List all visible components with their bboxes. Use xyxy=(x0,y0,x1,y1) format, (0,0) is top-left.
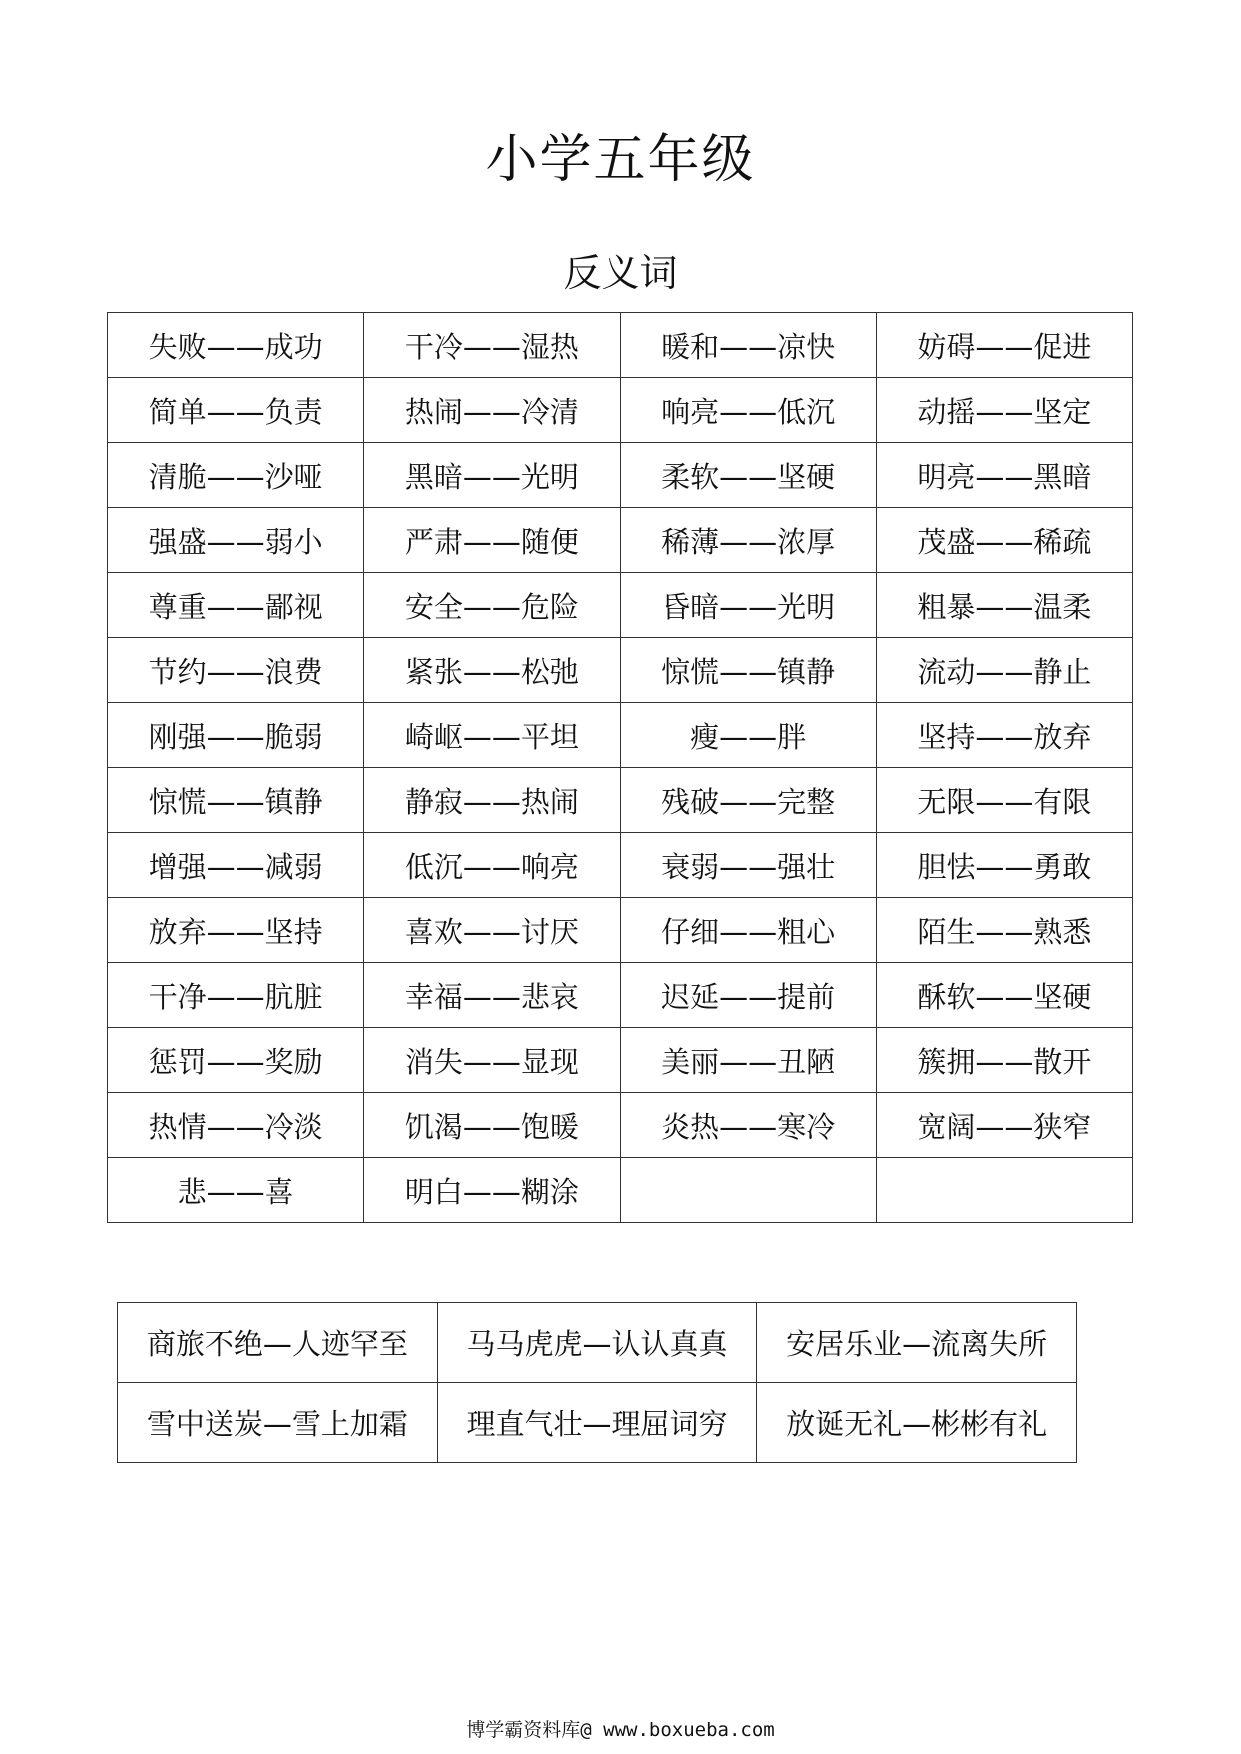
antonym-pair: 动摇——坚定 xyxy=(876,378,1132,443)
antonym-pair: 节约——浪费 xyxy=(108,638,364,703)
antonym-table xyxy=(107,312,1133,1223)
antonym-pair: 惩罚——奖励 xyxy=(108,1028,364,1093)
antonym-pair: 干冷——湿热 xyxy=(364,313,620,378)
antonym-row xyxy=(108,1093,1133,1158)
antonym-pair: 衰弱——强壮 xyxy=(620,833,876,898)
antonym-pair: 明白——糊涂 xyxy=(364,1158,620,1223)
antonym-pair: 惊慌——镇静 xyxy=(620,638,876,703)
antonym-pair: 炎热——寒冷 xyxy=(620,1093,876,1158)
antonym-pair: 悲——喜 xyxy=(108,1158,364,1223)
idiom-pair: 马马虎虎—认认真真 xyxy=(437,1303,757,1383)
idiom-pair: 商旅不绝—人迹罕至 xyxy=(118,1303,438,1383)
antonym-row xyxy=(108,703,1133,768)
antonym-pair: 妨碍——促进 xyxy=(876,313,1132,378)
antonym-pair: 简单——负责 xyxy=(108,378,364,443)
antonym-pair: 消失——显现 xyxy=(364,1028,620,1093)
antonym-pair: 失败——成功 xyxy=(108,313,364,378)
antonym-pair: 增强——减弱 xyxy=(108,833,364,898)
footer-watermark: 博学霸资料库@ www.boxueba.com xyxy=(466,1719,775,1741)
antonym-pair: 清脆——沙哑 xyxy=(108,443,364,508)
antonym-pair: 稀薄——浓厚 xyxy=(620,508,876,573)
idiom-table xyxy=(117,1302,1077,1463)
antonym-row xyxy=(108,898,1133,963)
antonym-pair: 严肃——随便 xyxy=(364,508,620,573)
antonym-pair: 仔细——粗心 xyxy=(620,898,876,963)
antonym-row xyxy=(108,1158,1133,1223)
antonym-pair: 粗暴——温柔 xyxy=(876,573,1132,638)
antonym-pair: 崎岖——平坦 xyxy=(364,703,620,768)
antonym-pair: 静寂——热闹 xyxy=(364,768,620,833)
antonym-pair: 无限——有限 xyxy=(876,768,1132,833)
antonym-pair: 热情——冷淡 xyxy=(108,1093,364,1158)
antonym-pair: 响亮——低沉 xyxy=(620,378,876,443)
antonym-pair: 尊重——鄙视 xyxy=(108,573,364,638)
antonym-pair: 安全——危险 xyxy=(364,573,620,638)
antonym-pair: 明亮——黑暗 xyxy=(876,443,1132,508)
antonym-row xyxy=(108,1028,1133,1093)
antonym-pair: 残破——完整 xyxy=(620,768,876,833)
idiom-pair: 理直气壮—理屈词穷 xyxy=(437,1383,757,1463)
antonym-row xyxy=(108,963,1133,1028)
antonym-pair: 黑暗——光明 xyxy=(364,443,620,508)
antonym-pair: 干净——肮脏 xyxy=(108,963,364,1028)
idiom-pair: 放诞无礼—彬彬有礼 xyxy=(757,1383,1077,1463)
antonym-pair xyxy=(620,1158,876,1223)
idiom-row xyxy=(118,1383,1077,1463)
antonym-pair: 强盛——弱小 xyxy=(108,508,364,573)
idiom-pair: 安居乐业—流离失所 xyxy=(757,1303,1077,1383)
antonym-pair: 坚持——放弃 xyxy=(876,703,1132,768)
section-title: 反义词 xyxy=(563,251,678,295)
antonym-row xyxy=(108,833,1133,898)
antonym-pair: 放弃——坚持 xyxy=(108,898,364,963)
antonym-row xyxy=(108,508,1133,573)
antonym-pair: 热闹——冷清 xyxy=(364,378,620,443)
antonym-pair: 惊慌——镇静 xyxy=(108,768,364,833)
idiom-pair: 雪中送炭—雪上加霜 xyxy=(118,1383,438,1463)
antonym-row xyxy=(108,378,1133,443)
antonym-pair: 簇拥——散开 xyxy=(876,1028,1132,1093)
antonym-pair: 昏暗——光明 xyxy=(620,573,876,638)
antonym-pair: 暖和——凉快 xyxy=(620,313,876,378)
antonym-pair: 酥软——坚硬 xyxy=(876,963,1132,1028)
antonym-pair: 喜欢——讨厌 xyxy=(364,898,620,963)
antonym-pair: 刚强——脆弱 xyxy=(108,703,364,768)
antonym-row xyxy=(108,313,1133,378)
antonym-row xyxy=(108,443,1133,508)
antonym-pair: 茂盛——稀疏 xyxy=(876,508,1132,573)
antonym-row xyxy=(108,638,1133,703)
antonym-pair: 柔软——坚硬 xyxy=(620,443,876,508)
antonym-pair: 陌生——熟悉 xyxy=(876,898,1132,963)
page-title: 小学五年级 xyxy=(485,130,756,190)
antonym-pair: 幸福——悲哀 xyxy=(364,963,620,1028)
antonym-row xyxy=(108,573,1133,638)
antonym-pair: 紧张——松弛 xyxy=(364,638,620,703)
antonym-row xyxy=(108,768,1133,833)
idiom-row xyxy=(118,1303,1077,1383)
antonym-pair: 低沉——响亮 xyxy=(364,833,620,898)
antonym-pair: 胆怯——勇敢 xyxy=(876,833,1132,898)
antonym-pair xyxy=(876,1158,1132,1223)
antonym-pair: 宽阔——狭窄 xyxy=(876,1093,1132,1158)
antonym-pair: 瘦——胖 xyxy=(620,703,876,768)
antonym-pair: 迟延——提前 xyxy=(620,963,876,1028)
antonym-pair: 流动——静止 xyxy=(876,638,1132,703)
antonym-pair: 饥渴——饱暖 xyxy=(364,1093,620,1158)
antonym-pair: 美丽——丑陋 xyxy=(620,1028,876,1093)
